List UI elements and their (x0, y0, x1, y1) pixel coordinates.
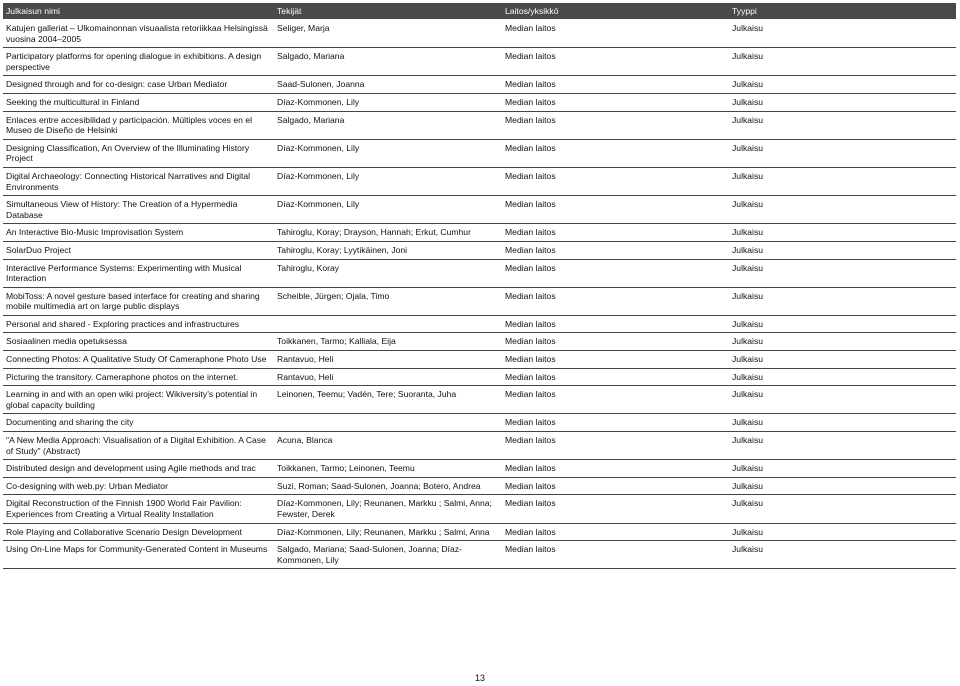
cell-unit: Median laitos (502, 196, 729, 224)
cell-unit: Median laitos (502, 241, 729, 259)
table-row (3, 495, 956, 523)
cell-title: Participatory platforms for opening dialogue in exhibitions. A design perspective (3, 48, 274, 76)
cell-authors (274, 414, 502, 432)
table-row (3, 196, 956, 224)
cell-type: Julkaisu (729, 495, 956, 523)
cell-title: Interactive Performance Systems: Experimenting with Musical Interaction (3, 259, 274, 287)
cell-unit: Median laitos (502, 351, 729, 369)
cell-type: Julkaisu (729, 477, 956, 495)
cell-title: Digital Reconstruction of the Finnish 1900 World Fair Pavilion: Experiences from Creating a Virtual Reality Installation (3, 495, 274, 523)
publication-list (3, 3, 956, 569)
cell-title: Enlaces entre accesibilidad y participación. Múltiples voces en el Museo de Diseño de Helsinki (3, 111, 274, 139)
cell-title: Designed through and for co-design: case Urban Mediator (3, 76, 274, 94)
cell-authors: Díaz-Kommonen, Lily; Reunanen, Markku ; Salmi, Anna; Fewster, Derek (274, 495, 502, 523)
cell-unit: Median laitos (502, 259, 729, 287)
cell-authors: Scheible, Jürgen; Ojala, Timo (274, 287, 502, 315)
table-row (3, 541, 956, 569)
table-row (3, 19, 956, 48)
cell-authors: Toikkanen, Tarmo; Kalliala, Eija (274, 333, 502, 351)
cell-type: Julkaisu (729, 241, 956, 259)
page-number: 13 (474, 673, 485, 683)
header-type: Tyyppi (729, 3, 956, 19)
cell-type: Julkaisu (729, 333, 956, 351)
cell-title: Designing Classification, An Overview of the Illuminating History Project (3, 139, 274, 167)
cell-unit: Median laitos (502, 93, 729, 111)
cell-unit: Median laitos (502, 167, 729, 195)
cell-type: Julkaisu (729, 93, 956, 111)
cell-type: Julkaisu (729, 111, 956, 139)
cell-type: Julkaisu (729, 414, 956, 432)
table-row (3, 111, 956, 139)
cell-unit: Median laitos (502, 287, 729, 315)
cell-type: Julkaisu (729, 259, 956, 287)
cell-title: Documenting and sharing the city (3, 414, 274, 432)
table-row (3, 48, 956, 76)
table-row (3, 139, 956, 167)
table-row (3, 460, 956, 478)
cell-type: Julkaisu (729, 76, 956, 94)
cell-authors: Saad-Sulonen, Joanna (274, 76, 502, 94)
cell-unit: Median laitos (502, 477, 729, 495)
cell-authors: Rantavuo, Heli (274, 351, 502, 369)
table-row (3, 432, 956, 460)
table-row (3, 287, 956, 315)
cell-authors: Díaz-Kommonen, Lily (274, 167, 502, 195)
cell-title: Katujen galleriat – Ulkomainonnan visuaalista retoriikkaa Helsingissä vuosina 2004–2005 (3, 19, 274, 48)
cell-unit: Median laitos (502, 432, 729, 460)
cell-authors: Tahiroglu, Koray (274, 259, 502, 287)
cell-title: Sosiaalinen media opetuksessa (3, 333, 274, 351)
cell-unit: Median laitos (502, 523, 729, 541)
cell-unit: Median laitos (502, 368, 729, 386)
cell-title: Picturing the transitory. Cameraphone photos on the internet. (3, 368, 274, 386)
cell-authors: Salgado, Mariana; Saad-Sulonen, Joanna; Díaz-Kommonen, Lily (274, 541, 502, 569)
cell-title: Learning in and with an open wiki project: Wikiversity’s potential in global capacity building (3, 386, 274, 414)
cell-title: "A New Media Approach: Visualisation of a Digital Exhibition. A Case of Study" (Abstract) (3, 432, 274, 460)
cell-type: Julkaisu (729, 196, 956, 224)
table-row (3, 351, 956, 369)
cell-title: Seeking the multicultural in Finland (3, 93, 274, 111)
cell-authors: Tahiroglu, Koray; Drayson, Hannah; Erkut, Cumhur (274, 224, 502, 242)
cell-unit: Median laitos (502, 111, 729, 139)
publications-table (3, 3, 956, 569)
cell-unit: Median laitos (502, 76, 729, 94)
cell-authors: Seliger, Marja (274, 19, 502, 48)
cell-authors: Tahiroglu, Koray; Lyytikäinen, Joni (274, 241, 502, 259)
cell-type: Julkaisu (729, 541, 956, 569)
cell-authors: Acuna, Blanca (274, 432, 502, 460)
cell-title: Co-designing with web.py: Urban Mediator (3, 477, 274, 495)
cell-type: Julkaisu (729, 315, 956, 333)
cell-type: Julkaisu (729, 523, 956, 541)
cell-authors: Leinonen, Teemu; Vadén, Tere; Suoranta, Juha (274, 386, 502, 414)
cell-unit: Median laitos (502, 386, 729, 414)
cell-title: Role Playing and Collaborative Scenario Design Development (3, 523, 274, 541)
cell-type: Julkaisu (729, 368, 956, 386)
header-unit: Laitos/yksikkö (502, 3, 729, 19)
cell-unit: Median laitos (502, 19, 729, 48)
cell-authors (274, 315, 502, 333)
header-authors: Tekijät (274, 3, 502, 19)
cell-title: Using On-Line Maps for Community-Generated Content in Museums (3, 541, 274, 569)
cell-type: Julkaisu (729, 224, 956, 242)
header-title: Julkaisun nimi (3, 3, 274, 19)
cell-authors: Díaz-Kommonen, Lily (274, 93, 502, 111)
cell-type: Julkaisu (729, 48, 956, 76)
table-row (3, 76, 956, 94)
cell-authors: Salgado, Mariana (274, 48, 502, 76)
table-row (3, 386, 956, 414)
cell-type: Julkaisu (729, 460, 956, 478)
cell-type: Julkaisu (729, 19, 956, 48)
cell-type: Julkaisu (729, 167, 956, 195)
table-row (3, 333, 956, 351)
table-row (3, 523, 956, 541)
cell-authors: Rantavuo, Heli (274, 368, 502, 386)
table-body (3, 19, 956, 569)
table-row (3, 414, 956, 432)
cell-authors: Díaz-Kommonen, Lily (274, 139, 502, 167)
table-row (3, 224, 956, 242)
cell-title: Distributed design and development using Agile methods and trac (3, 460, 274, 478)
cell-authors: Suzi, Roman; Saad-Sulonen, Joanna; Botero, Andrea (274, 477, 502, 495)
cell-title: Simultaneous View of History: The Creation of a Hypermedia Database (3, 196, 274, 224)
cell-unit: Median laitos (502, 414, 729, 432)
cell-unit: Median laitos (502, 139, 729, 167)
table-row (3, 241, 956, 259)
cell-authors: Toikkanen, Tarmo; Leinonen, Teemu (274, 460, 502, 478)
cell-unit: Median laitos (502, 315, 729, 333)
cell-title: MobiToss: A novel gesture based interface for creating and sharing mobile multimedia art on large public displays (3, 287, 274, 315)
cell-type: Julkaisu (729, 351, 956, 369)
cell-unit: Median laitos (502, 333, 729, 351)
cell-title: SolarDuo Project (3, 241, 274, 259)
table-row (3, 368, 956, 386)
cell-unit: Median laitos (502, 495, 729, 523)
cell-type: Julkaisu (729, 139, 956, 167)
cell-authors: Díaz-Kommonen, Lily (274, 196, 502, 224)
cell-type: Julkaisu (729, 287, 956, 315)
cell-unit: Median laitos (502, 541, 729, 569)
table-header-row (3, 3, 956, 19)
table-row (3, 259, 956, 287)
cell-authors: Salgado, Mariana (274, 111, 502, 139)
cell-title: Digital Archaeology: Connecting Historical Narratives and Digital Environments (3, 167, 274, 195)
cell-unit: Median laitos (502, 460, 729, 478)
cell-title: An Interactive Bio-Music Improvisation System (3, 224, 274, 242)
cell-type: Julkaisu (729, 386, 956, 414)
cell-type: Julkaisu (729, 432, 956, 460)
table-row (3, 93, 956, 111)
cell-title: Connecting Photos: A Qualitative Study Of Cameraphone Photo Use (3, 351, 274, 369)
cell-unit: Median laitos (502, 48, 729, 76)
table-row (3, 315, 956, 333)
table-row (3, 167, 956, 195)
cell-title: Personal and shared - Exploring practices and infrastructures (3, 315, 274, 333)
cell-authors: Díaz-Kommonen, Lily; Reunanen, Markku ; Salmi, Anna (274, 523, 502, 541)
cell-unit: Median laitos (502, 224, 729, 242)
table-row (3, 477, 956, 495)
